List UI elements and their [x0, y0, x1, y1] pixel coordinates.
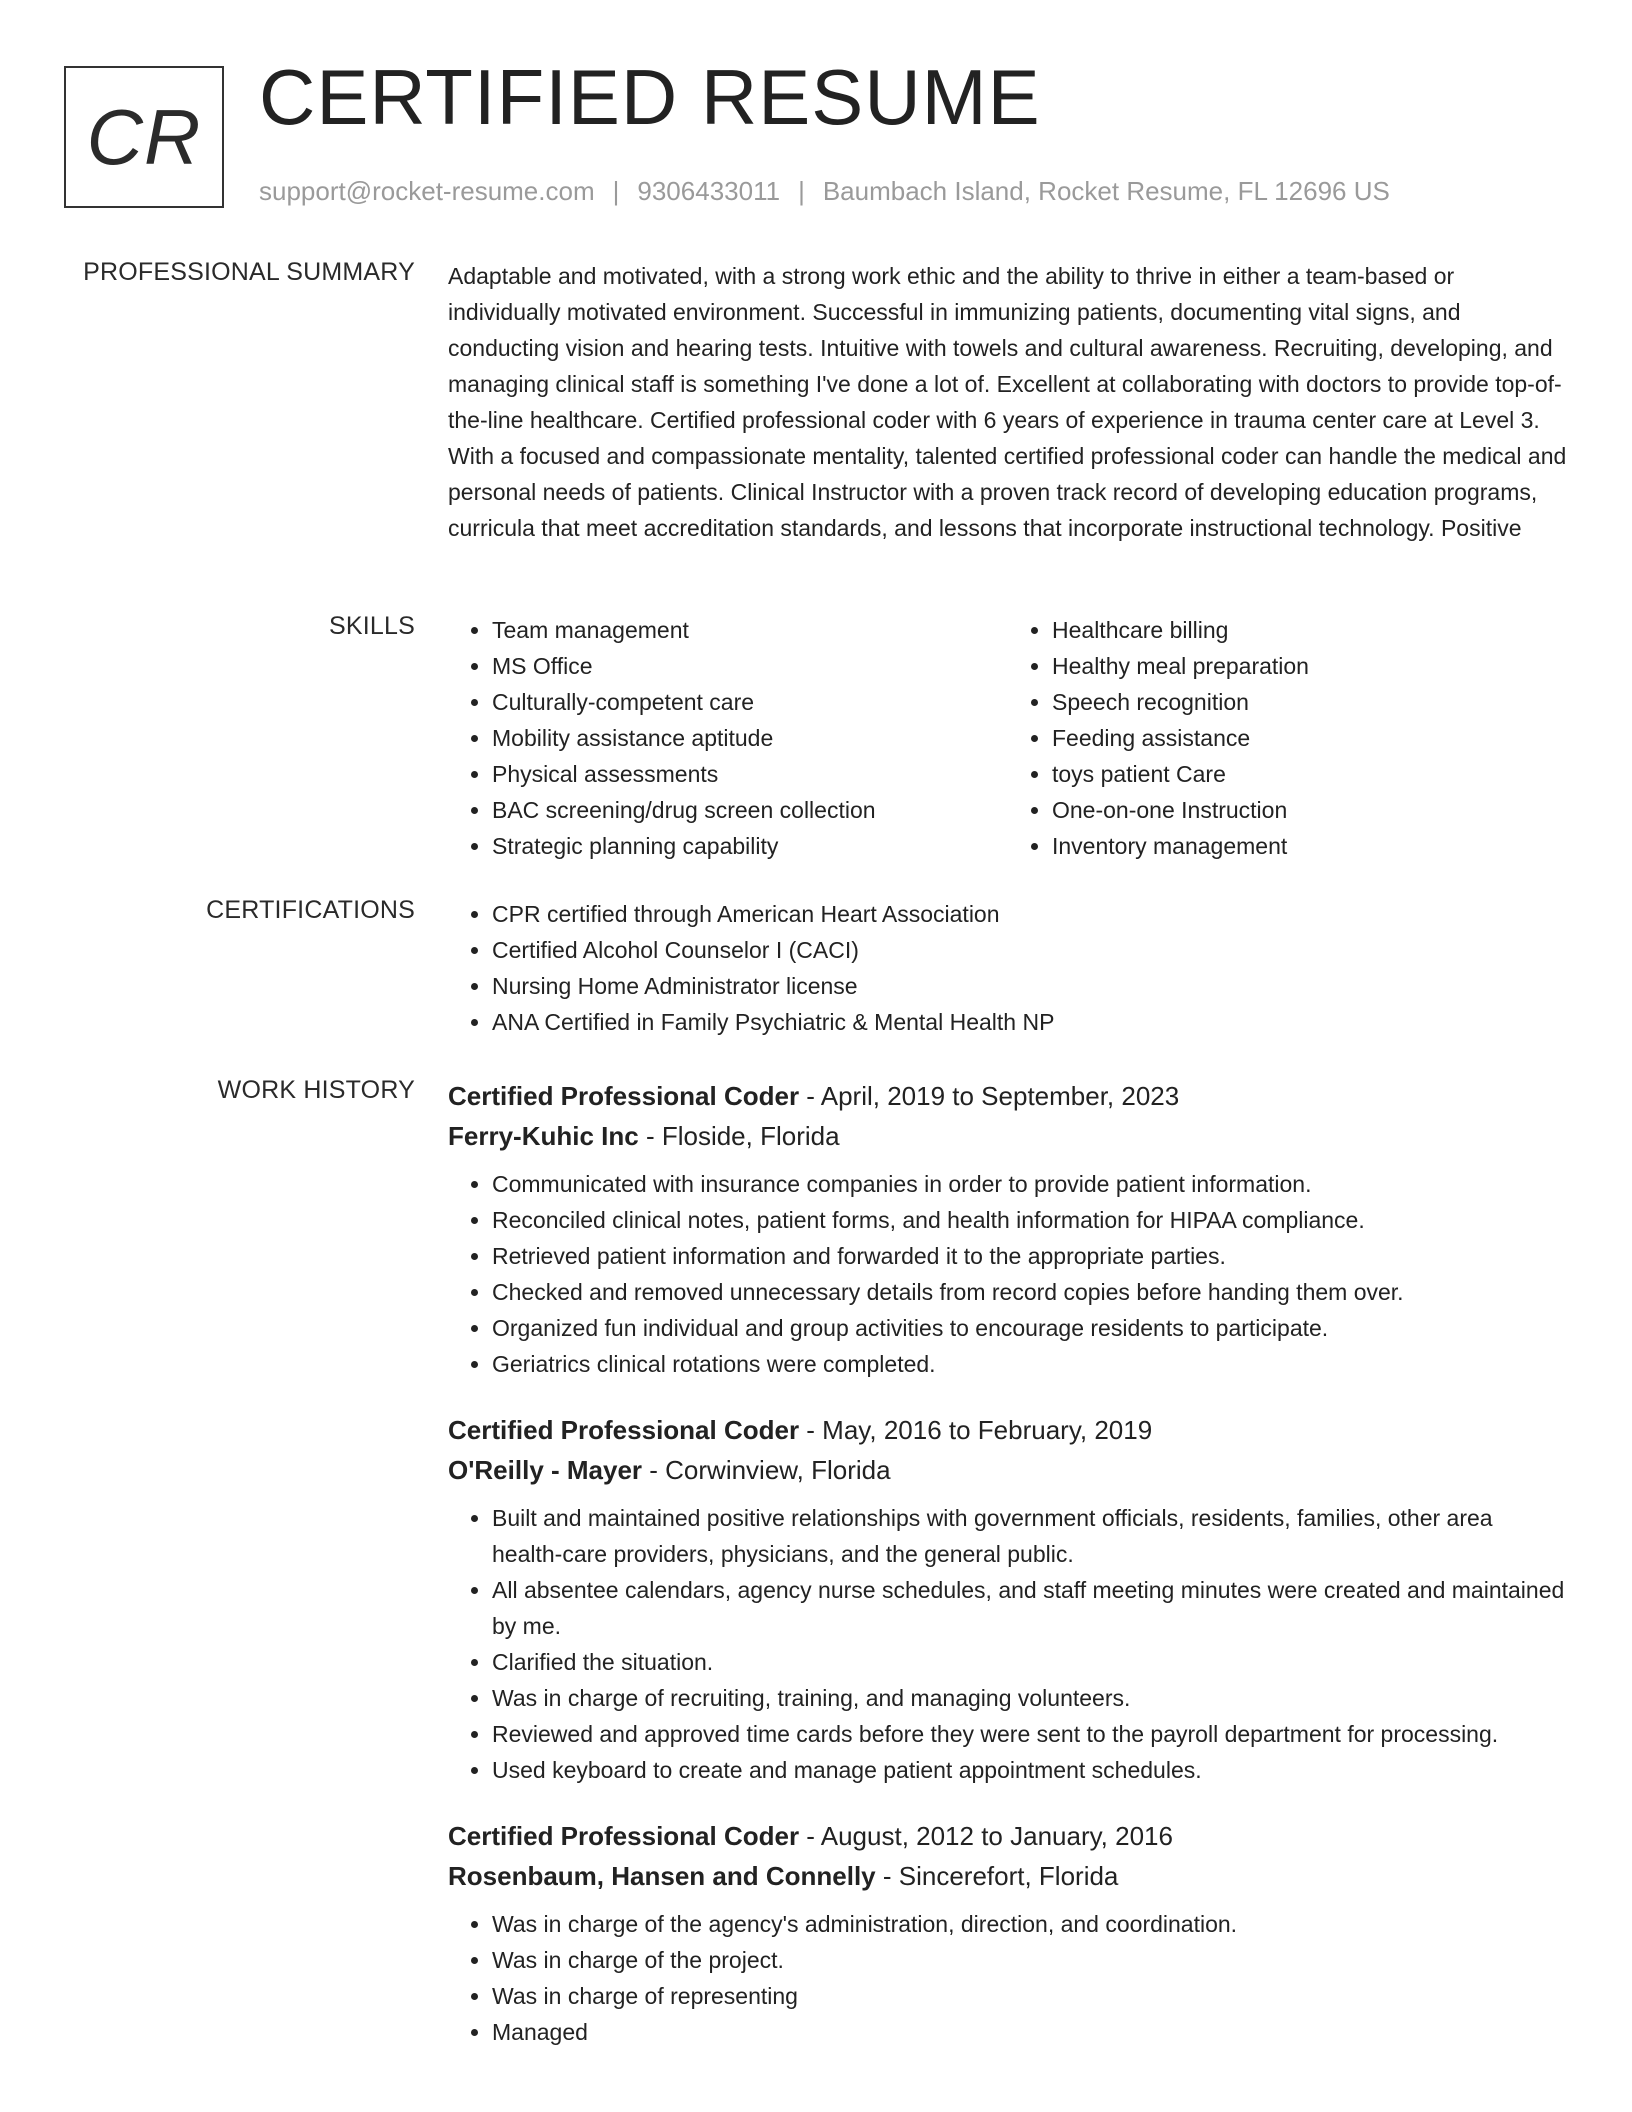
list-item: • Reconciled clinical notes, patient forms, and health information for HIPAA compliance.	[492, 1202, 1568, 1238]
list-item: • All absentee calendars, agency nurse schedules, and staff meeting minutes were created and maintained by me.	[492, 1572, 1568, 1644]
contact-phone: 9306433011	[637, 176, 781, 206]
job-company-line	[448, 1450, 1568, 1490]
list-item: • Retrieved patient information and forwarded it to the appropriate parties.	[492, 1238, 1568, 1274]
list-item: • Managed	[492, 2014, 1568, 2050]
list-item: • Speech recognition	[1052, 684, 1568, 720]
job-company: Rosenbaum, Hansen and Connelly	[448, 1861, 876, 1891]
list-item: • Mobility assistance aptitude	[492, 720, 1008, 756]
skills-list-left	[448, 612, 1008, 864]
job-title-line	[448, 1410, 1568, 1450]
list-item: • Certified Alcohol Counselor I (CACI)	[492, 932, 1568, 968]
skills-body	[448, 612, 1568, 864]
summary-text: Adaptable and motivated, with a strong work ethic and the ability to thrive in either a team-based or individually motivated environment. Successful in immunizing patients, documenting vital signs, and conducting vision and hearing tests. Intuitive with towels and cultural awareness. Recruiting, developing, and managing clinical staff is something I've done a lot of. Excellent at collaborating with doctors to provide top-of-the-line healthcare. Certified professional coder with 6 years of experience in trauma center care at Level 3. With a focused and compassionate mentality, talented certified professional coder can handle the medical and personal needs of patients. Clinical Instructor with a proven track record of developing education programs, curricula that meet accreditation standards, and lessons that incorporate instructional technology. Positive	[448, 263, 1567, 541]
job-dates: - August, 2012 to January, 2016	[799, 1821, 1173, 1851]
list-item: • Nursing Home Administrator license	[492, 968, 1568, 1004]
list-item: • One-on-one Instruction	[1052, 792, 1568, 828]
job-title: Certified Professional Coder	[448, 1415, 800, 1445]
work-history-body	[448, 1076, 1568, 2078]
job-entry	[448, 1816, 1568, 2050]
skills-grid	[448, 612, 1568, 864]
contact-line	[259, 176, 1390, 207]
list-item: • Healthcare billing	[1052, 612, 1568, 648]
job-location: - Corwinview, Florida	[642, 1455, 891, 1485]
list-item: • Inventory management	[1052, 828, 1568, 864]
list-item: • Was in charge of the agency's administration, direction, and coordination.	[492, 1906, 1568, 1942]
job-company: O'Reilly - Mayer	[448, 1455, 643, 1485]
work-history-label: WORK HISTORY	[217, 1076, 415, 1104]
list-item: • Physical assessments	[492, 756, 1008, 792]
job-title: Certified Professional Coder	[448, 1821, 800, 1851]
certifications-list	[448, 896, 1568, 1040]
job-entry	[448, 1410, 1568, 1788]
job-title: Certified Professional Coder	[448, 1081, 800, 1111]
list-item: • ANA Certified in Family Psychiatric & Mental Health NP	[492, 1004, 1568, 1040]
list-item: • Geriatrics clinical rotations were completed.	[492, 1346, 1568, 1382]
list-item: • Healthy meal preparation	[1052, 648, 1568, 684]
job-location: - Sincerefort, Florida	[875, 1861, 1119, 1891]
contact-email: support@rocket-resume.com	[259, 176, 595, 206]
job-entry	[448, 1076, 1568, 1382]
list-item: • Clarified the situation.	[492, 1644, 1568, 1680]
job-dates: - May, 2016 to February, 2019	[799, 1415, 1153, 1445]
monogram-logo	[64, 66, 224, 208]
job-title-line	[448, 1076, 1568, 1116]
list-item: • Feeding assistance	[1052, 720, 1568, 756]
list-item: • Team management	[492, 612, 1008, 648]
list-item: • toys patient Care	[1052, 756, 1568, 792]
certifications-label: CERTIFICATIONS	[206, 896, 415, 924]
certifications-body	[448, 896, 1568, 1040]
contact-address: Baumbach Island, Rocket Resume, FL 12696 US	[822, 176, 1390, 206]
job-company: Ferry-Kuhic Inc	[448, 1121, 639, 1151]
summary-label: PROFESSIONAL SUMMARY	[83, 258, 415, 286]
job-dates: - April, 2019 to September, 2023	[799, 1081, 1180, 1111]
list-item: • Organized fun individual and group activities to encourage residents to participate.	[492, 1310, 1568, 1346]
job-title-line	[448, 1816, 1568, 1856]
resume-name: CERTIFIED RESUME	[259, 53, 1041, 141]
job-company-line	[448, 1116, 1568, 1156]
list-item: • MS Office	[492, 648, 1008, 684]
skills-list-right	[1008, 612, 1568, 864]
list-item: • Checked and removed unnecessary details from record copies before handing them over.	[492, 1274, 1568, 1310]
list-item: • BAC screening/drug screen collection	[492, 792, 1008, 828]
list-item: • Strategic planning capability	[492, 828, 1008, 864]
list-item: • Reviewed and approved time cards before they were sent to the payroll department for processing.	[492, 1716, 1568, 1752]
monogram-text: CR	[86, 92, 202, 181]
list-item: • Culturally-competent care	[492, 684, 1008, 720]
list-item: • Was in charge of recruiting, training, and managing volunteers.	[492, 1680, 1568, 1716]
list-item: • Was in charge of representing	[492, 1978, 1568, 2014]
job-bullets	[448, 1906, 1568, 2050]
list-item: • Communicated with insurance companies in order to provide patient information.	[492, 1166, 1568, 1202]
job-bullets	[448, 1500, 1568, 1788]
contact-separator: |	[612, 176, 620, 206]
job-location: - Floside, Florida	[638, 1121, 840, 1151]
list-item: • Was in charge of the project.	[492, 1942, 1568, 1978]
list-item: • Used keyboard to create and manage patient appointment schedules.	[492, 1752, 1568, 1788]
list-item: • CPR certified through American Heart Association	[492, 896, 1568, 932]
job-bullets	[448, 1166, 1568, 1382]
job-company-line	[448, 1856, 1568, 1896]
list-item: • Built and maintained positive relationships with government officials, residents, families, other area health-care providers, physicians, and the general public.	[492, 1500, 1568, 1572]
contact-separator: |	[798, 176, 805, 206]
skills-label: SKILLS	[329, 612, 415, 640]
